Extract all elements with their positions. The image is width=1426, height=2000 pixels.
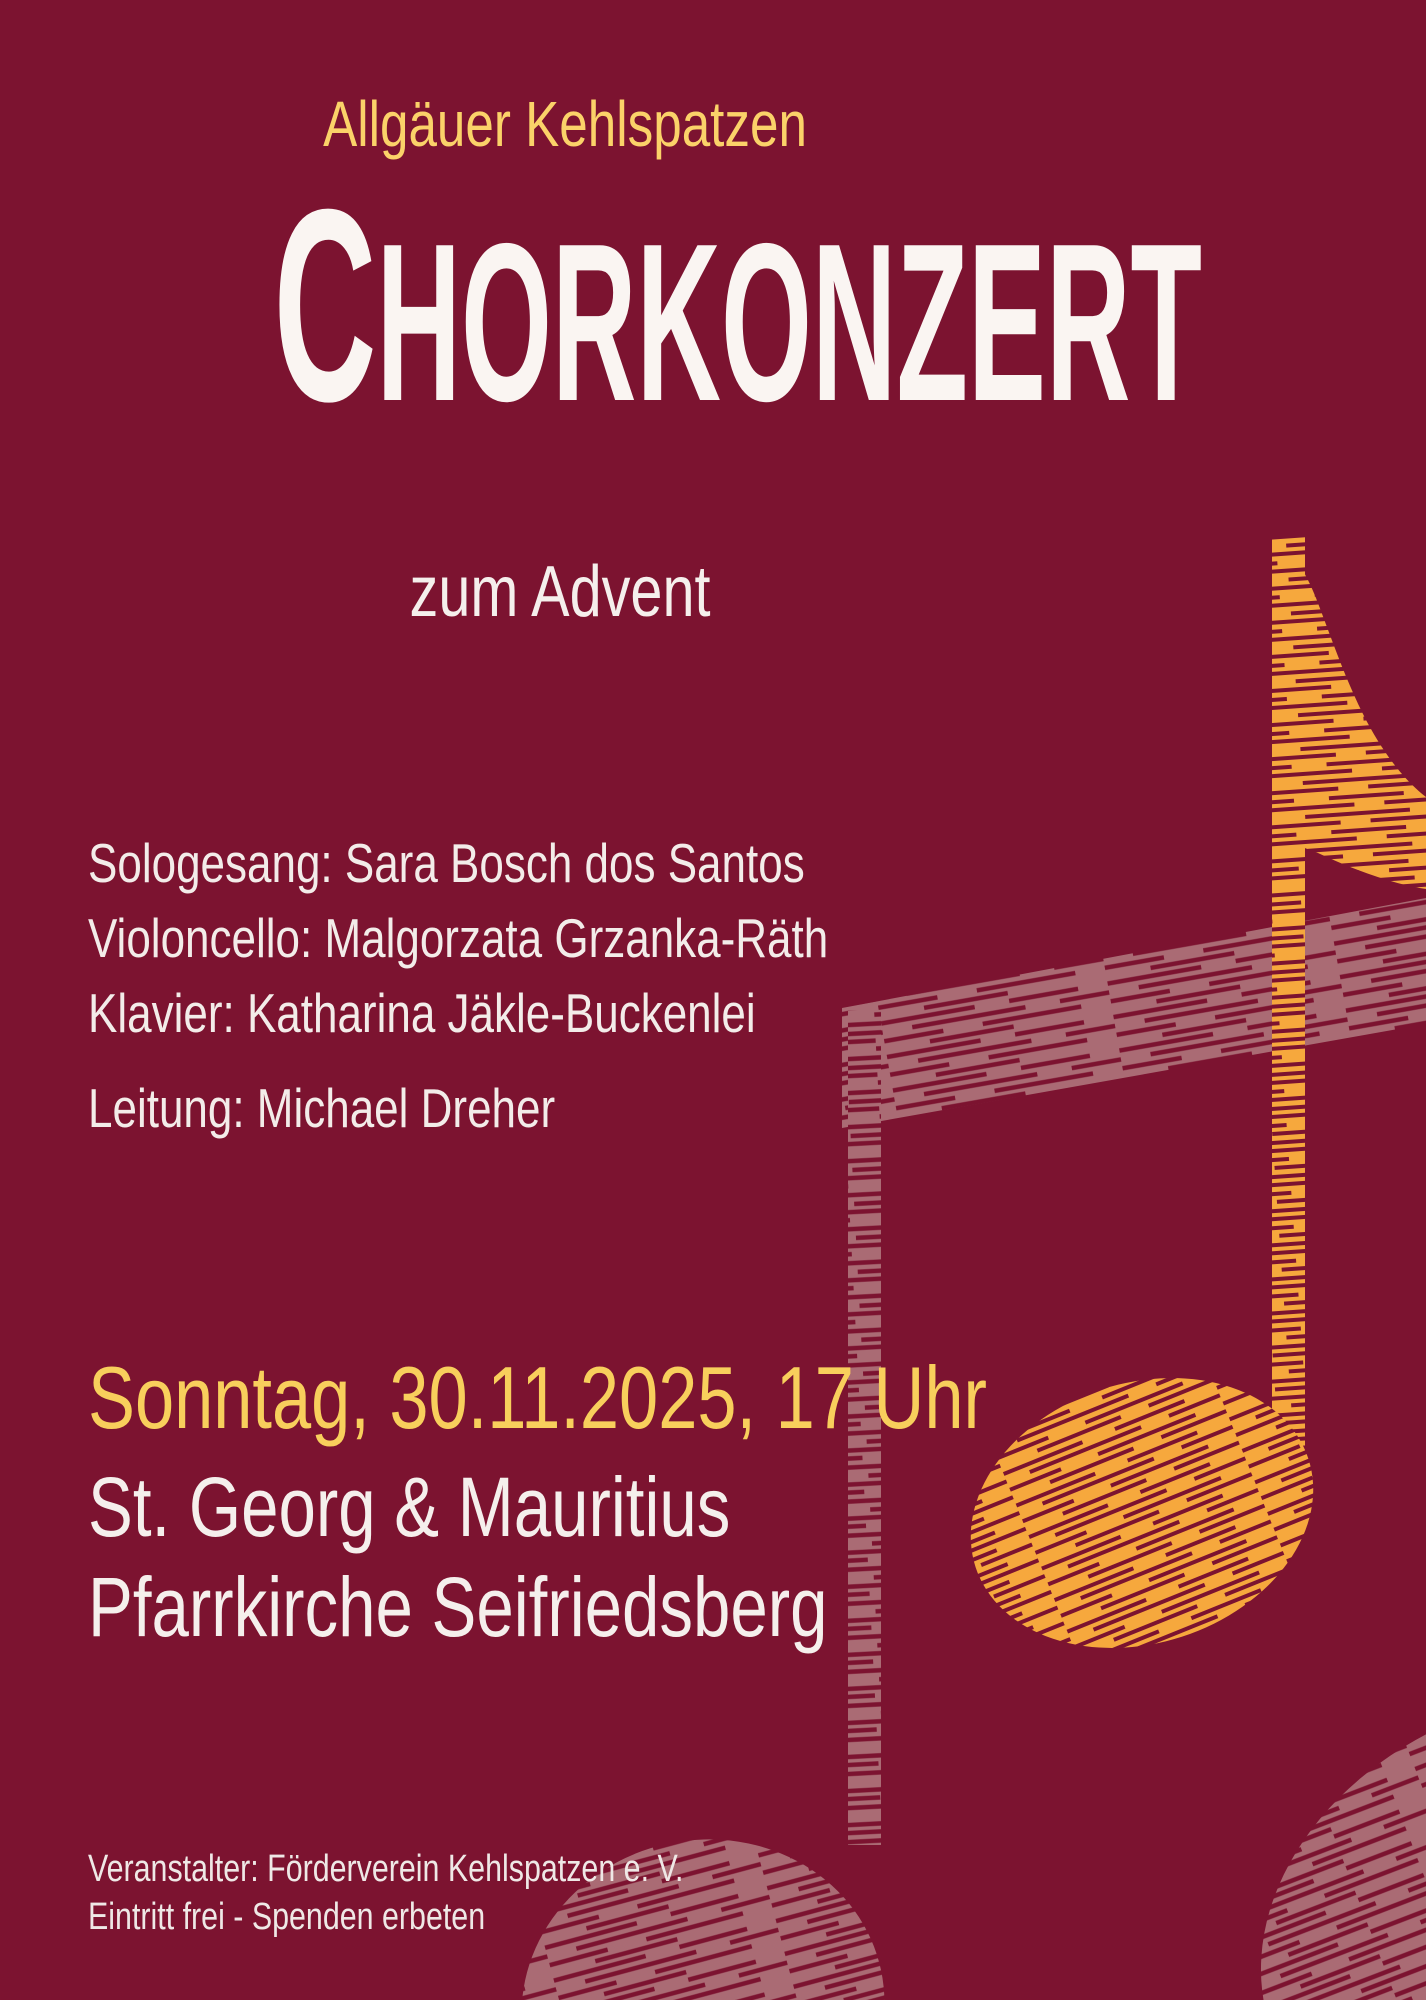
conductor-line: Leitung: Michael Dreher bbox=[88, 1077, 556, 1139]
rose-corner-note-head bbox=[1197, 1614, 1426, 2000]
orange-note-stem bbox=[1272, 537, 1305, 1490]
event-datetime: Sonntag, 30.11.2025, 17 Uhr bbox=[88, 1348, 987, 1447]
performer-line-sologesang: Sologesang: Sara Bosch dos Santos bbox=[88, 832, 805, 894]
footer-organizer: Veranstalter: Förderverein Kehlspatzen e. V. bbox=[88, 1848, 684, 1890]
performer-line-violoncello: Violoncello: Malgorzata Grzanka-Räth bbox=[88, 907, 829, 969]
poster-subtitle: zum Advent bbox=[409, 552, 711, 632]
rose-note-beam bbox=[842, 898, 1426, 1128]
footer-admission: Eintritt frei - Spenden erbeten bbox=[88, 1895, 486, 1938]
performers-list bbox=[88, 826, 828, 1051]
performer-line-klavier: Klavier: Katharina Jäkle-Buckenlei bbox=[88, 982, 756, 1044]
ensemble-name: Allgäuer Kehlspatzen bbox=[323, 88, 807, 160]
venue-block bbox=[88, 1457, 828, 1657]
venue-church-name: St. Georg & Mauritius bbox=[88, 1460, 731, 1554]
venue-location: Pfarrkirche Seifriedsberg bbox=[88, 1560, 828, 1654]
poster-title: CHORKONZERT bbox=[273, 153, 1202, 459]
orange-note bbox=[935, 537, 1426, 1691]
footer-block bbox=[88, 1846, 683, 1942]
